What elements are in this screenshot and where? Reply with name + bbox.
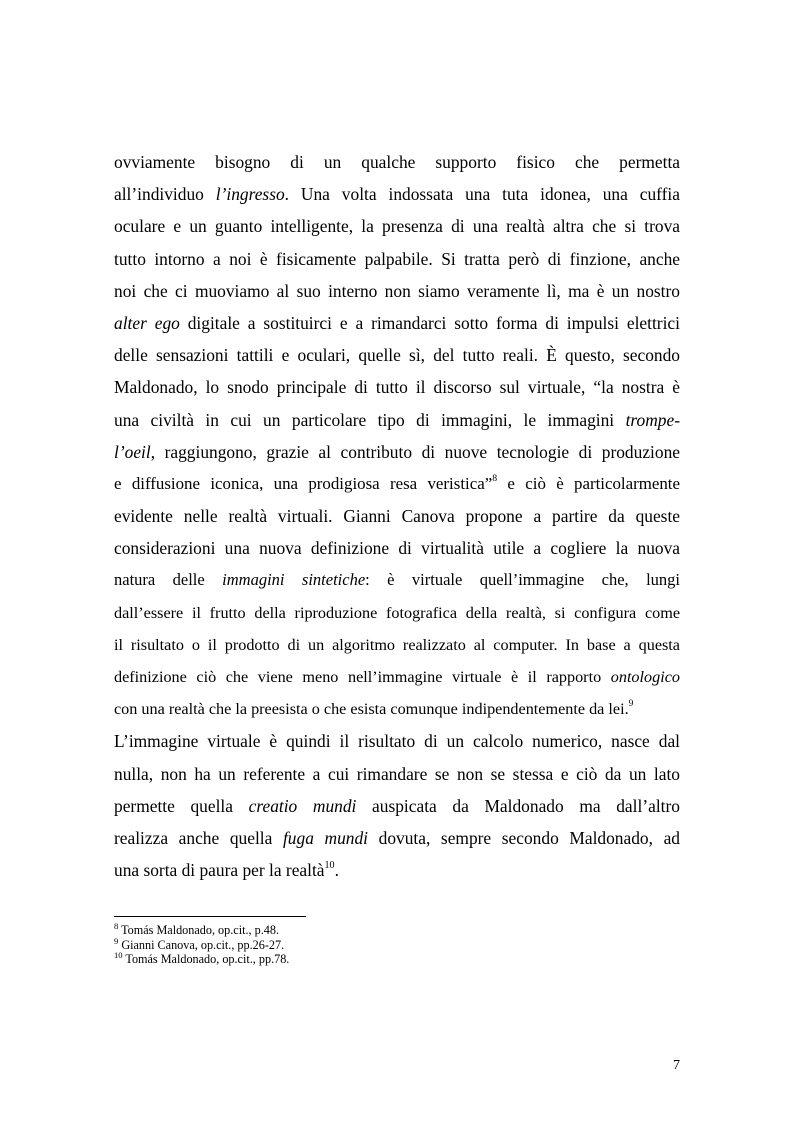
- text-line: oculare e un guanto intelligente, la presenza di una realtà altra che si trova: [114, 216, 680, 237]
- text-line: alter ego digitale a sostituirci e a rimandarci sotto forma di impulsi elettrici: [114, 312, 680, 333]
- italic-term: l’ingresso: [215, 184, 285, 205]
- footnote-ref: 10: [324, 859, 335, 871]
- text-line: il risultato o il prodotto di un algoritmo realizzato al computer. In base a questa: [114, 635, 680, 654]
- text-line: realizza anche quella fuga mundi dovuta, sempre secondo Maldonado, ad: [114, 827, 680, 848]
- text-line: l’oeil, raggiungono, grazie al contributo di nuove tecnologie di produzione: [114, 441, 680, 462]
- text-line: all’individuo l’ingresso. Una volta indossata una tuta idonea, una cuffia: [114, 184, 680, 205]
- italic-term: immagini sintetiche: [222, 570, 366, 590]
- italic-term: alter ego: [114, 312, 180, 333]
- text-line: una sorta di paura per la realtà$^{10}$.: [114, 859, 339, 881]
- footnote-separator: [114, 916, 306, 917]
- text-line: evidente nelle realtà virtuali. Gianni Canova propone a partire da queste: [114, 506, 680, 527]
- text-line: nulla, non ha un referente a cui rimandare se non se stessa e ciò da un lato: [114, 763, 680, 784]
- body-text: [114, 146, 680, 886]
- footnote: $^9$ Gianni Canova, op.cit., pp.26-27.: [114, 935, 285, 952]
- text-line: e diffusione iconica, una prodigiosa resa veristica”$^8$ e ciò è particolarmente: [114, 472, 681, 493]
- text-line: natura delle immagini sintetiche: è virtuale quell’immagine che, lungi: [114, 570, 680, 590]
- footnotes: [114, 916, 534, 967]
- text-line: ovviamente bisogno di un qualche supporto fisico che permetta: [114, 152, 680, 172]
- text-line: noi che ci muoviamo al suo interno non siamo veramente lì, ma è un nostro: [114, 280, 680, 301]
- text-line: una civiltà in cui un particolare tipo di immagini, le immagini trompe-: [114, 409, 680, 430]
- footnote-ref: 9: [628, 699, 634, 710]
- text-line: Maldonado, lo snodo principale di tutto il discorso sul virtuale, “la nostra è: [114, 377, 680, 398]
- footnote-number: 10: [114, 950, 123, 961]
- footnote: $^8$ Tomás Maldonado, op.cit., p.48.: [114, 920, 279, 937]
- text-line: delle sensazioni tattili e oculari, quelle sì, del tutto reali. È questo, secondo: [114, 345, 680, 366]
- footnote-number: 8: [114, 920, 119, 931]
- text-line: L’immagine virtuale è quindi il risultato di un calcolo numerico, nasce dal: [114, 731, 680, 752]
- italic-term: ontologico: [610, 668, 680, 686]
- italic-term: trompe-: [625, 409, 680, 430]
- footnote-ref: 8: [492, 472, 498, 484]
- text-line: tutto intorno a noi è fisicamente palpabile. Si tratta però di finzione, anche: [114, 248, 680, 269]
- italic-term: creatio mundi: [248, 795, 357, 816]
- text-line: permette quella creatio mundi auspicata da Maldonado ma dall’altro: [114, 795, 680, 816]
- text-line: con una realtà che la preesista o che esista comunque indipendentemente da lei.$^9$: [114, 699, 634, 719]
- footnote: $^{10}$ Tomás Maldonado, op.cit., pp.78.: [114, 950, 290, 967]
- italic-term: l’oeil: [114, 441, 151, 462]
- italic-term: fuga mundi: [282, 827, 368, 848]
- text-line: dall’essere il frutto della riproduzione fotografica della realtà, si configura come: [114, 603, 680, 622]
- text-line: definizione ciò che viene meno nell’immagine virtuale è il rapporto ontologico: [114, 668, 680, 686]
- text-line: considerazioni una nuova definizione di virtualità utile a cogliere la nuova: [114, 538, 680, 559]
- page-number: 7: [673, 1058, 680, 1073]
- footnote-number: 9: [114, 935, 119, 946]
